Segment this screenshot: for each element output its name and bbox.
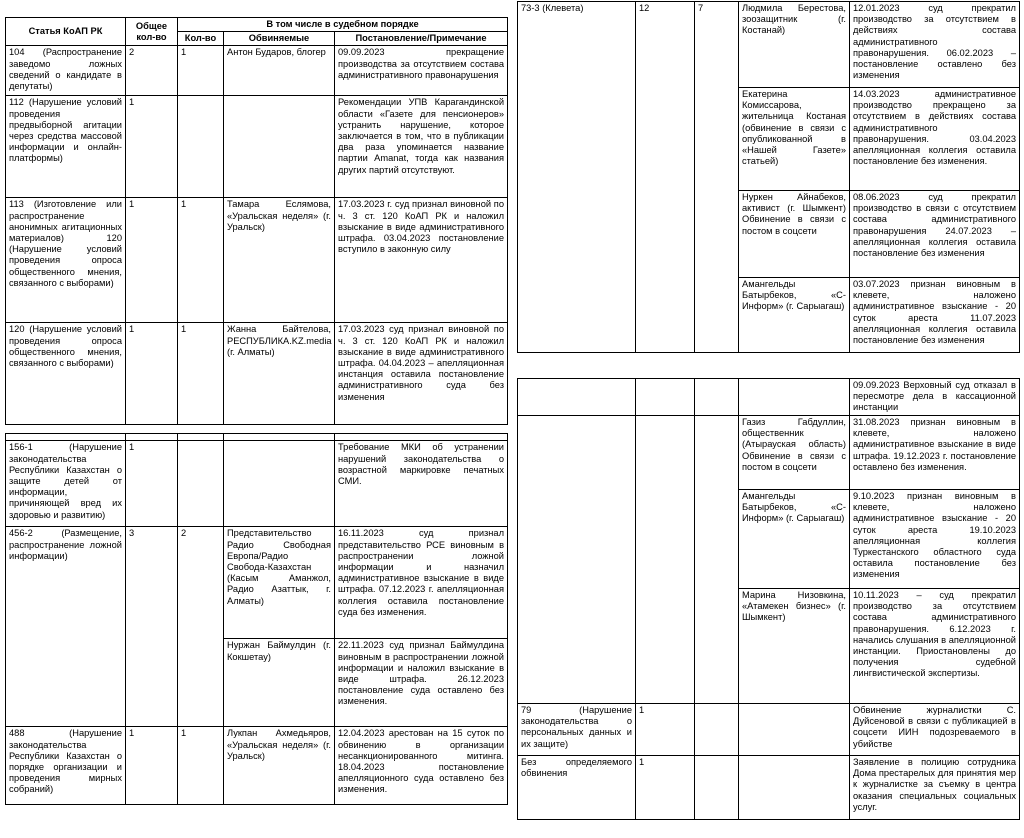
article-cell: 79 (Нарушение законодательства о персональных данных и их защите)	[518, 704, 636, 756]
article-cell: 488 (Нарушение законодательства Республики Казахстан о порядке организации и проведения мирных собраний)	[6, 727, 126, 805]
note-cell: 03.07.2023 признан виновным в клевете, наложено административное взыскание - 20 суток ареста 11.07.2023 апелляционная коллегия оставила постановление без изменения	[850, 278, 1020, 353]
right-bottom-table	[517, 378, 1020, 820]
count-cell: 1	[178, 46, 224, 96]
accused-cell: Жанна Байтелова, РЕСПУБЛИКА.KZ.media (г. Алматы)	[224, 323, 335, 425]
table-row	[518, 379, 1020, 416]
accused-cell	[739, 379, 850, 416]
note-cell: Обвинение журналистки С. Дуйсеновой в связи с публикацией в соцсети ИИН подозреваемого в убийстве	[850, 704, 1020, 756]
total-cell: 1	[126, 727, 178, 805]
note-cell: Рекомендации УПВ Карагандинской области «Газете для пенсионеров» устранить нарушение, которое заключается в том, что в публикации два раза упоминается название партии Amanat, тогда как названия других партий отсутствуют.	[335, 96, 508, 198]
empty-row	[6, 434, 508, 441]
note-cell: 09.09.2023 Верховный суд отказал в пересмотре дела в кассационной инстанции	[850, 379, 1020, 416]
col-judicial: В том числе в судебном порядке	[178, 18, 508, 32]
total-cell: 1	[126, 323, 178, 425]
accused-cell: Лукпан Ахмедьяров, «Уральская неделя» (г. Уральск)	[224, 727, 335, 805]
page-break	[6, 425, 508, 434]
total-cell: 1	[126, 198, 178, 323]
total-cell: 1	[126, 441, 178, 527]
accused-cell: Представительство Радио Свободная Европа/Радио Свобода-Казахстан (Касым Аманжол, Радио Азаттык, г. Алматы)	[224, 527, 335, 639]
count-cell: 2	[178, 527, 224, 727]
accused-cell: Людмила Берестова, зоозащитник (г. Костанай)	[739, 2, 850, 88]
total-cell: 3	[126, 527, 178, 727]
count-cell: 1	[178, 323, 224, 425]
article-cell: 120 (Нарушение условий проведения опроса общественного мнения, связанного с выборами)	[6, 323, 126, 425]
article-cell: Без определяемого обвинения	[518, 756, 636, 820]
total-cell: 2	[126, 46, 178, 96]
accused-cell: Тамара Еслямова, «Уральская неделя» (г. Уральск)	[224, 198, 335, 323]
table-row	[518, 416, 1020, 490]
table-row	[6, 527, 508, 639]
article-cell: 112 (Нарушение условий проведения предвыборной агитации через средства массовой информации и онлайн-платформы)	[6, 96, 126, 198]
right-top-table	[517, 1, 1020, 353]
table-row	[6, 46, 508, 96]
note-cell: 12.04.2023 арестован на 15 суток по обвинению в организации несанкционированного митинга. 18.04.2023 постановление апелляционного суда оставлено без изменения.	[335, 727, 508, 805]
note-cell: 31.08.2023 признан виновным в клевете, наложено административное взыскание в виде штрафа. 19.12.2023 г. постановление оставлено без изменения.	[850, 416, 1020, 490]
note-cell: 12.01.2023 суд прекратил производство за отсутствием в действиях состава административного правонарушения. 06.02.2023 – постановление оставлено без изменения	[850, 2, 1020, 88]
note-cell: Заявление в полицию сотрудника Дома престарелых для принятия мер к журналистке за съемку в центра оказания специальных социальных услуг.	[850, 756, 1020, 820]
note-cell: 10.11.2023 – суд прекратил производство за отсутствием состава административного правонарушения. 6.12.2023 г. начались слушания в апелляционной инстанции. Приостановлены до получения судебной лингвистической экспертизы.	[850, 589, 1020, 704]
accused-cell	[224, 441, 335, 527]
note-cell: 08.06.2023 суд прекратил производство в связи с отсутствием состава административного правонарушения 24.07.2023 – апелляционная коллегия оставила постановление без изменения	[850, 191, 1020, 278]
table-row	[6, 198, 508, 323]
article-cell: 156-1 (Нарушение законодательства Республики Казахстан о защите детей от информации, причиняющей вред их здоровью и развитию)	[6, 441, 126, 527]
note-cell: 17.03.2023 суд признал виновной по ч. 3 ст. 120 КоАП РК и наложил взыскание в виде административного штрафа. 04.04.2023 – апелляционная инстанция оставила постановление административного суда без изменения	[335, 323, 508, 425]
note-cell: 14.03.2023 административное производство прекращено за отсутствием в действиях состава административного правонарушения. 03.04.2023 апелляционная коллегия оставила постановление без изменения.	[850, 88, 1020, 191]
col-total: Общее кол-во	[126, 18, 178, 46]
col-count: Кол-во	[178, 32, 224, 46]
count-cell: 1	[178, 727, 224, 805]
total-cell: 1	[636, 704, 695, 756]
note-cell: 17.03.2023 г. суд признал виновной по ч. 3 ст. 120 КоАП РК и наложил взыскание в виде административного штрафа. 03.04.2023 постановление вступило в законную силу	[335, 198, 508, 323]
accused-cell: Марина Низовкина, «Атамекен бизнес» (г. Шымкент)	[739, 589, 850, 704]
accused-cell: Антон Бударов, блогер	[224, 46, 335, 96]
total-cell: 1	[636, 756, 695, 820]
accused-cell: Нуркен Айнабеков, активист (г. Шымкент) Обвинение в связи с постом в соцсети	[739, 191, 850, 278]
article-cell: 456-2 (Размещение, распространение ложной информации)	[6, 527, 126, 727]
accused-cell: Нуржан Баймулдин (г. Кокшетау)	[224, 639, 335, 727]
total-cell: 12	[636, 2, 695, 353]
note-cell: 09.09.2023 прекращение производства за отсутствием состава административного правонарушения	[335, 46, 508, 96]
table-row	[6, 323, 508, 425]
table-row	[518, 2, 1020, 88]
col-resolution: Постановление/Примечание	[335, 32, 508, 46]
note-cell: Требование МКИ об устранении нарушений законодательства о возрастной маркировке печатных СМИ.	[335, 441, 508, 527]
note-cell: 9.10.2023 признан виновным в клевете, наложено административное взыскание - 20 суток ареста 19.10.2023 апелляционная коллегия Туркестанского областного суда оставила постановление без изменения	[850, 490, 1020, 589]
col-article: Статья КоАП РК	[6, 18, 126, 46]
total-cell: 1	[126, 96, 178, 198]
table-row	[6, 441, 508, 527]
article-cell: 113 (Изготовление или распространение анонимных агитационных материалов) 120 (Нарушение условий проведения опроса общественного мнения, связанного с выборами)	[6, 198, 126, 323]
article-cell: 104 (Распространение заведомо ложных сведений о кандидате в депутаты)	[6, 46, 126, 96]
left-table	[5, 17, 508, 805]
count-cell: 1	[178, 198, 224, 323]
count-cell: 7	[695, 2, 739, 353]
accused-cell: Екатерина Комиссарова, жительница Костаная (обвинение в связи с опубликованной в «Нашей Газете» статьей)	[739, 88, 850, 191]
table-row	[518, 704, 1020, 756]
table-row	[6, 96, 508, 198]
accused-cell: Газиз Габдуллин, общественник (Атырауская область) Обвинение в связи с постом в соцсети	[739, 416, 850, 490]
col-accused: Обвиняемые	[224, 32, 335, 46]
table-row	[518, 756, 1020, 820]
note-cell: 22.11.2023 суд признал Баймулдина виновным в распространении ложной информации и наложил взыскание в виде штрафа. 26.12.2023 постановление суда оставлено без изменения.	[335, 639, 508, 727]
note-cell: 16.11.2023 суд признал представительство РСЕ виновным в распространении ложной информации и назначил административное взыскание в виде штрафа. 07.12.2023 г. апелляционная коллегия оставила постановление суда без изменения.	[335, 527, 508, 639]
accused-cell: Амангельды Батырбеков, «С-Информ» (г. Сарыагаш)	[739, 490, 850, 589]
article-cell: 73-3 (Клевета)	[518, 2, 636, 353]
count-cell	[178, 441, 224, 527]
count-cell	[178, 96, 224, 198]
accused-cell	[224, 96, 335, 198]
table-row	[6, 727, 508, 805]
accused-cell: Амангельды Батырбеков, «С-Информ» (г. Сарыагаш)	[739, 278, 850, 353]
